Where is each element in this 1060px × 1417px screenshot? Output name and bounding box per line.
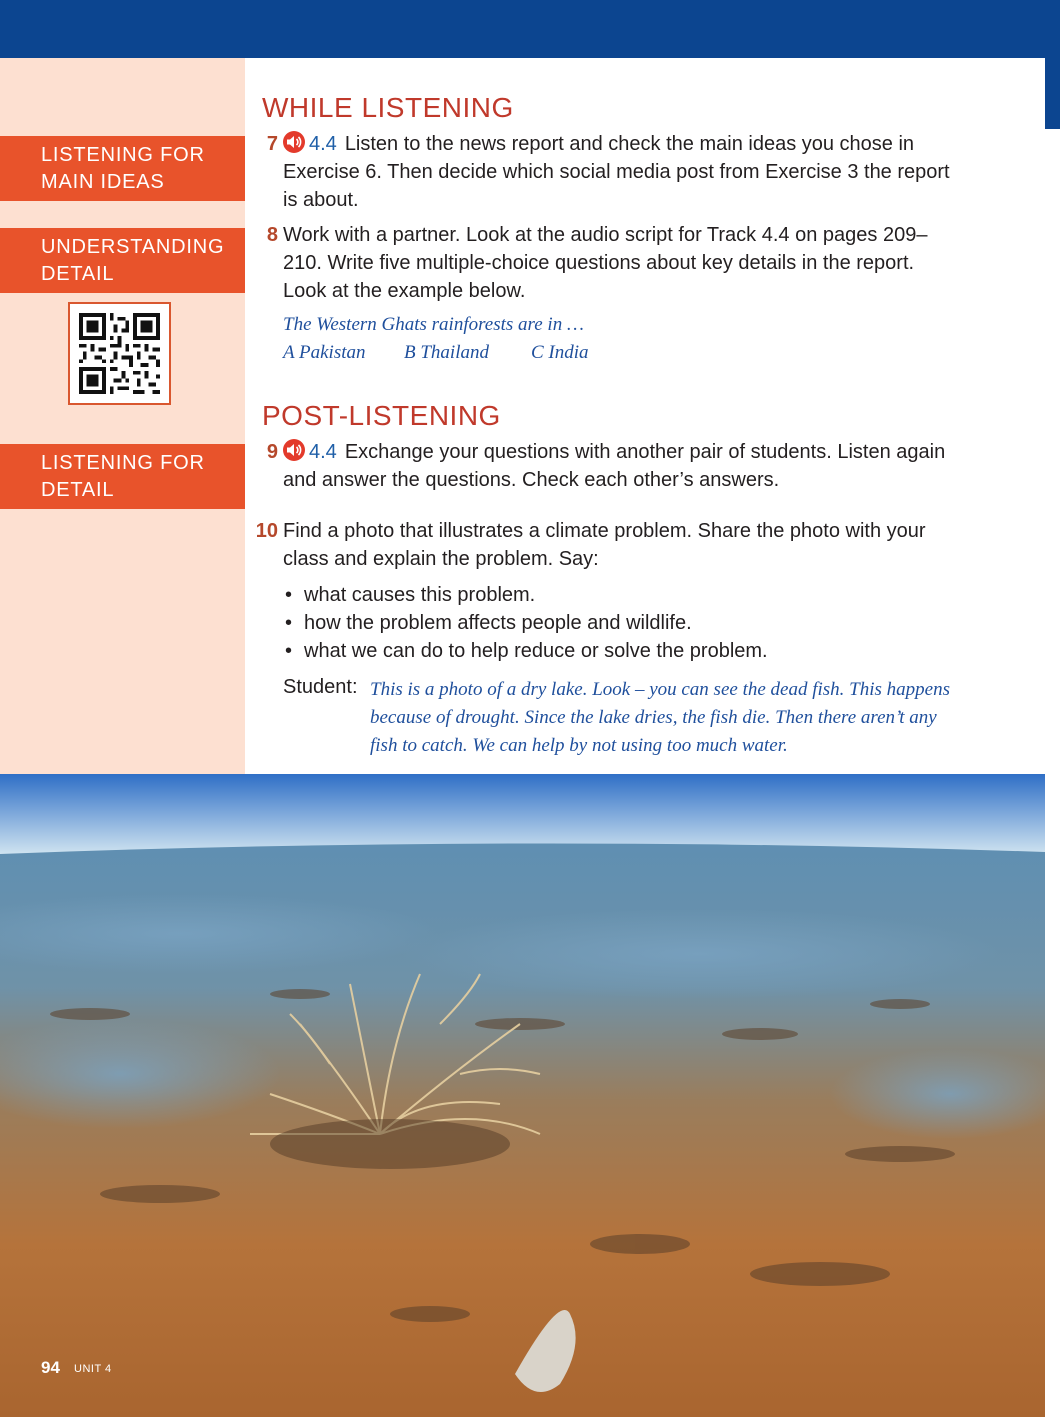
bullet-item: • how the problem affects people and wildlife. xyxy=(283,609,768,637)
tag-line: DETAIL xyxy=(41,478,115,501)
bullet-item: • what causes this problem. xyxy=(283,581,768,609)
exercise-10 xyxy=(250,517,950,573)
bullet-item: • what we can do to help reduce or solve the problem. xyxy=(283,637,768,665)
edge-tab xyxy=(1045,58,1060,129)
audio-speaker-icon[interactable] xyxy=(283,131,305,153)
qr-code[interactable] xyxy=(68,302,171,405)
tag-line: LISTENING FOR xyxy=(41,143,205,166)
exercise-8 xyxy=(250,221,950,305)
audio-speaker-icon[interactable] xyxy=(283,439,305,461)
tag-listening-for-detail xyxy=(0,444,245,509)
track-number[interactable]: 4.4 xyxy=(309,133,337,155)
dry-lake-photo xyxy=(0,774,1045,1417)
page-number: 94 xyxy=(41,1358,60,1377)
tag-line: MAIN IDEAS xyxy=(41,170,165,193)
exercise-text: Listen to the news report and check the main ideas you chose in Exercise 6. Then decide which social media post from Exercise 3 the report is about. xyxy=(283,133,950,211)
tag-line: UNDERSTANDING xyxy=(41,235,225,258)
exercise-number: 9 xyxy=(266,441,278,463)
tag-line: DETAIL xyxy=(41,262,115,285)
exercise-text: Exchange your questions with another pair of students. Listen again and answer the questions. Check each other’s answers. xyxy=(283,441,946,491)
section-heading-while-listening: WHILE LISTENING xyxy=(262,92,514,123)
top-banner xyxy=(0,0,1060,58)
track-number[interactable]: 4.4 xyxy=(309,441,337,463)
unit-label: UNIT 4 xyxy=(74,1363,112,1375)
exercise-9 xyxy=(250,438,950,494)
bullet-list xyxy=(283,581,768,665)
tag-listening-for-main-ideas xyxy=(0,136,245,201)
student-label: Student: xyxy=(283,676,358,698)
exercise-text: Find a photo that illustrates a climate problem. Share the photo with your class and explain the problem. Say: xyxy=(283,520,926,570)
example-option-c: C India xyxy=(531,342,589,363)
exercise-text: Work with a partner. Look at the audio script for Track 4.4 on pages 209–210. Write five multiple-choice questions about key details in the report. Look at the example below. xyxy=(283,224,928,302)
example-option-b: B Thailand xyxy=(404,342,489,363)
student-example: This is a photo of a dry lake. Look – you can see the dead fish. This happens because of drought. Since the lake dries, the fish die. Then there aren’t any fish to catch. We can help by not using too much water. xyxy=(370,679,950,756)
section-heading-post-listening: POST-LISTENING xyxy=(262,400,501,431)
exercise-number: 10 xyxy=(255,520,278,542)
example-option-a: A Pakistan xyxy=(283,342,366,363)
exercise-number: 7 xyxy=(266,133,278,155)
exercise-number: 8 xyxy=(266,224,278,246)
tag-understanding-detail xyxy=(0,228,245,293)
exercise-7 xyxy=(250,130,950,214)
example-question: The Western Ghats rainforests are in … xyxy=(283,314,584,335)
tag-line: LISTENING FOR xyxy=(41,451,205,474)
